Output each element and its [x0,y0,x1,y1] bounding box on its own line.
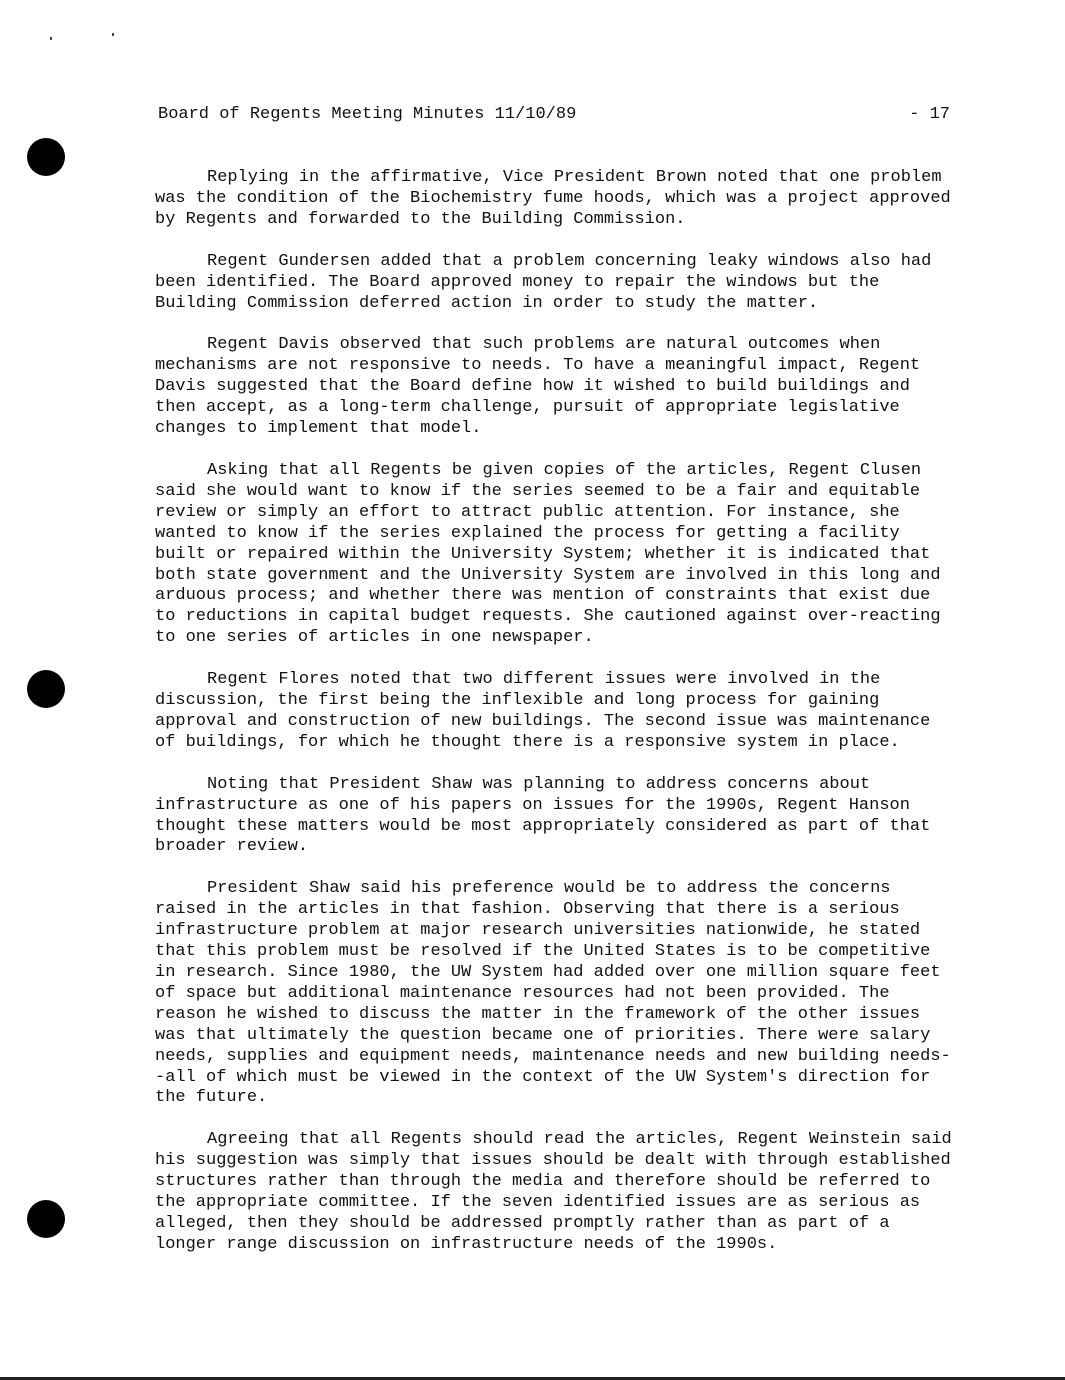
punch-hole [27,670,65,708]
paragraph-shaw: President Shaw said his preference would be to address the concerns raised in the articles in that fashion. Observing that there is a serious infrastructure problem at major research universities nationwide, he stated that this problem must be resolved if the United States is to be competitive in research. Since 1980, the UW System had added over one million square feet of space but additional maintenance resources had not been provided. The reason he wished to discuss the matter in the framework of the other issues was that ultimately the question became one of priorities. There were salary needs, supplies and equipment needs, maintenance needs and new building needs--all of which must be viewed in the context of the UW System's direction for the future. [155,879,951,1108]
paragraph-gundersen: Regent Gundersen added that a problem concerning leaky windows also had been identified. The Board approved money to repair the windows but the Building Commission deferred action in order to study the matter. [155,251,932,313]
paragraph-clusen: Asking that all Regents be given copies of the articles, Regent Clusen said she would want to know if the series seemed to be a fair and equitable review or simply an effort to attract public attention. For instance, she wanted to know if the series explained the process for getting a facility built or repaired within the University System; whether it is indicated that both state government and the University System are involved in this long and arduous process; and whether there was mention of constraints that exist due to reductions in capital budget requests. She cautioned against over-reacting to one series of articles in one newspaper. [155,460,941,648]
scan-speck [112,33,114,36]
paragraph-davis: Regent Davis observed that such problems are natural outcomes when mechanisms are not responsive to needs. To have a meaningful impact, Regent Davis suggested that the Board define how it wished to build buildings and then accept, as a long-term challenge, pursuit of appropriate legislative changes to implement that model. [155,335,921,439]
paragraph-hanson: Noting that President Shaw was planning to address concerns about infrastructure as one of his papers on issues for the 1990s, Regent Hanson thought these matters would be most appropriately considered as part of that broader review. [155,774,931,857]
paragraph-weinstein: Agreeing that all Regents should read the articles, Regent Weinstein said his suggestion was simply that issues should be dealt with through established structures rather than through the media and therefore should be referred to the appropriate committee. If the seven identified issues are as serious as alleged, then they should be addressed promptly rather than as part of a longer range discussion on infrastructure needs of the 1990s. [155,1130,952,1254]
punch-hole [27,138,65,176]
page-header [158,104,950,128]
header-title: Board of Regents Meeting Minutes 11/10/89 [158,105,577,124]
paragraph-flores: Regent Flores noted that two different issues were involved in the discussion, the first being the inflexible and long process for gaining approval and construction of new buildings. The second issue was maintenance of buildings, for which he thought there is a responsive system in place. [155,670,931,752]
paragraph-brown: Replying in the affirmative, Vice President Brown noted that one problem was the condition of the Biochemistry fume hoods, which was a project approved by Regents and forwarded to the Building Commission. [155,168,951,229]
scan-speck [50,37,52,40]
page-number: - 17 [909,105,950,124]
punch-hole [27,1200,65,1238]
minutes-body [155,168,955,1277]
